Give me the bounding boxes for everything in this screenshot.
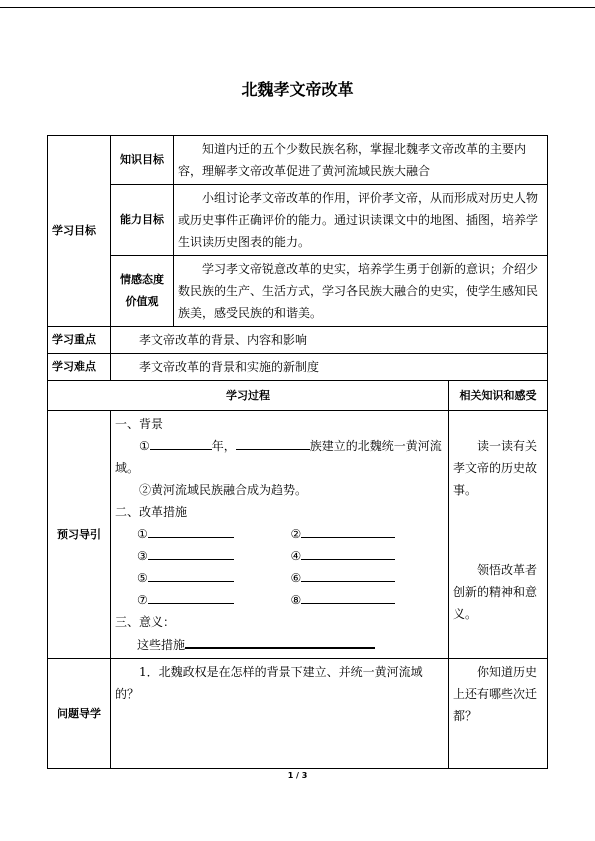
knowledge-label: 知识目标 [111, 136, 174, 185]
measure-6-num: ⑥ [290, 571, 302, 585]
measure-2-num: ② [290, 527, 302, 541]
measure-2-blank [301, 523, 395, 538]
measure-7-blank [148, 589, 234, 604]
key-text: 孝文帝改革的背景、内容和影响 [111, 327, 548, 354]
measures-row-1 [115, 523, 444, 545]
year-suffix: 年， [211, 439, 236, 453]
lesson-table [47, 135, 548, 769]
significance-line [115, 633, 444, 656]
background-line1-cont: 域。 [115, 461, 140, 475]
key-label: 学习重点 [48, 327, 111, 354]
section-measures: 二、改革措施 [115, 505, 188, 519]
section-background: 一、背景 [115, 417, 164, 431]
background-line2: ②黄河流域民族融合成为趋势。 [139, 483, 308, 497]
measure-5-num: ⑤ [137, 571, 148, 585]
measure-7-num: ⑦ [137, 593, 148, 607]
ability-label: 能力目标 [111, 185, 174, 256]
question-1: 1．北魏政权是在怎样的背景下建立、并统一黄河流域的？ [111, 659, 449, 769]
background-line1-tail: 族建立的北魏统一黄河流 [309, 439, 442, 453]
measure-6-blank [301, 567, 395, 582]
measures-row-3 [115, 567, 444, 589]
measure-3-blank [148, 545, 234, 560]
emotion-label-line2: 价值观 [125, 295, 159, 308]
process-header: 学习过程 [48, 381, 449, 411]
difficulty-label: 学习难点 [48, 354, 111, 381]
preview-side-note1: 读一读有关孝文帝的历史故事。 [453, 439, 538, 497]
measure-4-blank [301, 545, 395, 560]
process-side-header: 相关知识和感受 [449, 381, 548, 411]
measure-1-blank [148, 523, 234, 538]
measure-3-num: ③ [137, 549, 148, 563]
emotion-label-line1: 情感态度 [120, 273, 164, 286]
significance-blank [185, 633, 375, 649]
blank-ethnic [236, 435, 310, 450]
preview-content [111, 411, 449, 659]
question-side: 你知道历史上还有哪些次迁都？ [449, 659, 548, 769]
blank-year [150, 435, 212, 450]
measure-5-blank [148, 567, 234, 582]
goals-header: 学习目标 [48, 136, 111, 327]
top-rule [0, 7, 595, 8]
circled-one: ① [139, 439, 150, 453]
question-label: 问题导学 [48, 659, 111, 769]
preview-side [449, 411, 548, 659]
preview-label: 预习导引 [48, 411, 111, 659]
measures-row-4 [115, 589, 444, 611]
emotion-text: 学习孝文帝锐意改革的史实，培养学生勇于创新的意识；介绍少数民族的生产、生活方式，学习各民族大融合的史实，使学生感知民族美，感受民族的和谐美。 [174, 256, 548, 327]
measures-row-2 [115, 545, 444, 567]
page-number: 1 / 3 [287, 771, 308, 780]
section-significance: 三、意义： [115, 615, 176, 629]
knowledge-text: 知道内迁的五个少数民族名称，掌握北魏孝文帝改革的主要内容，理解孝文帝改革促进了黄河流域民族大融合 [174, 136, 548, 185]
background-line1 [115, 435, 444, 457]
measure-8-blank [301, 589, 395, 604]
measure-8-num: ⑧ [290, 593, 302, 607]
measure-4-num: ④ [290, 549, 302, 563]
preview-side-note2: 领悟改革者创新的精神和意义。 [453, 563, 538, 621]
difficulty-text: 孝文帝改革的背景和实施的新制度 [111, 354, 548, 381]
significance-prefix: 这些措施 [137, 638, 186, 652]
measure-1-num: ① [137, 527, 148, 541]
emotion-label [111, 256, 174, 327]
ability-text: 小组讨论孝文帝改革的作用，评价孝文帝，从而形成对历史人物或历史事件正确评价的能力。通过识读课文中的地图、插图，培养学生识读历史图表的能力。 [174, 185, 548, 256]
page-title: 北魏孝文帝改革 [241, 80, 354, 99]
